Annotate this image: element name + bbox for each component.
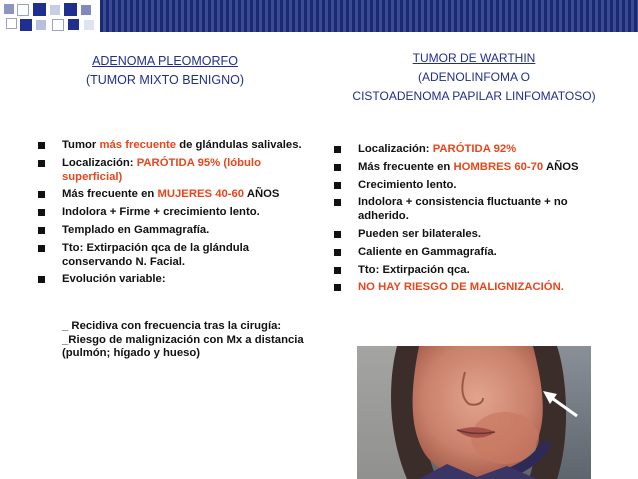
list-item: Tto: Extirpación qca de la glándula conservando N. Facial. <box>34 242 306 270</box>
bullet-square-icon <box>38 191 45 198</box>
bullet-square-icon <box>38 276 45 283</box>
right-title-line2: (ADENOLINFOMA O <box>417 70 530 84</box>
left-bullet-list <box>34 139 306 291</box>
deco-square <box>17 4 29 16</box>
deco-square <box>20 19 32 31</box>
list-item: Localización: PARÓTIDA 95% (lóbulo superficial) <box>34 157 306 185</box>
bullet-square-icon <box>334 182 341 189</box>
bullet-square-icon <box>334 249 341 256</box>
right-bullet-list <box>330 143 620 299</box>
note-malignizacion: _Riesgo de malignización con Mx a distancia (pulmón; hígado y hueso) <box>62 333 304 360</box>
evolution-notes <box>62 320 312 361</box>
note-recidiva: _ Recidiva con frecuencia tras la cirugía: <box>62 320 282 332</box>
right-title-line1: TUMOR DE WARTHIN <box>412 51 536 65</box>
deco-square <box>68 19 79 30</box>
left-title-line1: ADENOMA PLEOMORFO <box>92 54 238 68</box>
bullet-square-icon <box>38 142 45 149</box>
bullet-square-icon <box>334 199 341 206</box>
list-item: Localización: PARÓTIDA 92% <box>330 143 620 157</box>
bullet-square-icon <box>334 267 341 274</box>
bullet-square-icon <box>334 284 341 291</box>
list-item: Indolora + Firme + crecimiento lento. <box>34 206 306 220</box>
deco-square <box>6 18 17 29</box>
list-item: Indolora + consistencia fluctuante + no adherido. <box>330 196 620 224</box>
left-column-title <box>40 52 290 90</box>
left-title-line2: (TUMOR MIXTO BENIGNO) <box>85 73 245 87</box>
bullet-square-icon <box>334 231 341 238</box>
bullet-square-icon <box>334 146 341 153</box>
deco-square <box>36 20 46 30</box>
list-item: Tumor más frecuente de glándulas salivales. <box>34 139 306 153</box>
list-item: Más frecuente en MUJERES 40-60 AÑOS <box>34 188 306 202</box>
bullet-square-icon <box>38 245 45 252</box>
list-item: Templado en Gammagrafía. <box>34 224 306 238</box>
deco-square <box>50 5 60 15</box>
right-title-line3: CISTOADENOMA PAPILAR LINFOMATOSO) <box>352 89 596 103</box>
deco-square <box>64 3 77 16</box>
bullet-square-icon <box>38 209 45 216</box>
deco-square <box>81 5 91 15</box>
clinical-photo <box>357 346 591 479</box>
patient-face-illustration <box>357 346 591 479</box>
deco-square <box>84 20 94 30</box>
deco-square <box>52 19 64 31</box>
deco-square <box>4 4 14 14</box>
header-stripe <box>100 0 638 32</box>
bullet-square-icon <box>38 160 45 167</box>
list-item: Pueden ser bilaterales. <box>330 228 620 242</box>
bullet-square-icon <box>38 227 45 234</box>
deco-square <box>33 3 46 16</box>
list-item: NO HAY RIESGO DE MALIGNIZACIÓN. <box>330 281 620 295</box>
header-decoration <box>0 0 638 34</box>
list-item: Tto: Extirpación qca. <box>330 264 620 278</box>
list-item: Evolución variable: <box>34 273 306 287</box>
right-column-title <box>324 49 624 106</box>
bullet-square-icon <box>334 164 341 171</box>
list-item: Crecimiento lento. <box>330 179 620 193</box>
list-item: Más frecuente en HOMBRES 60-70 AÑOS <box>330 161 620 175</box>
list-item: Caliente en Gammagrafía. <box>330 246 620 260</box>
